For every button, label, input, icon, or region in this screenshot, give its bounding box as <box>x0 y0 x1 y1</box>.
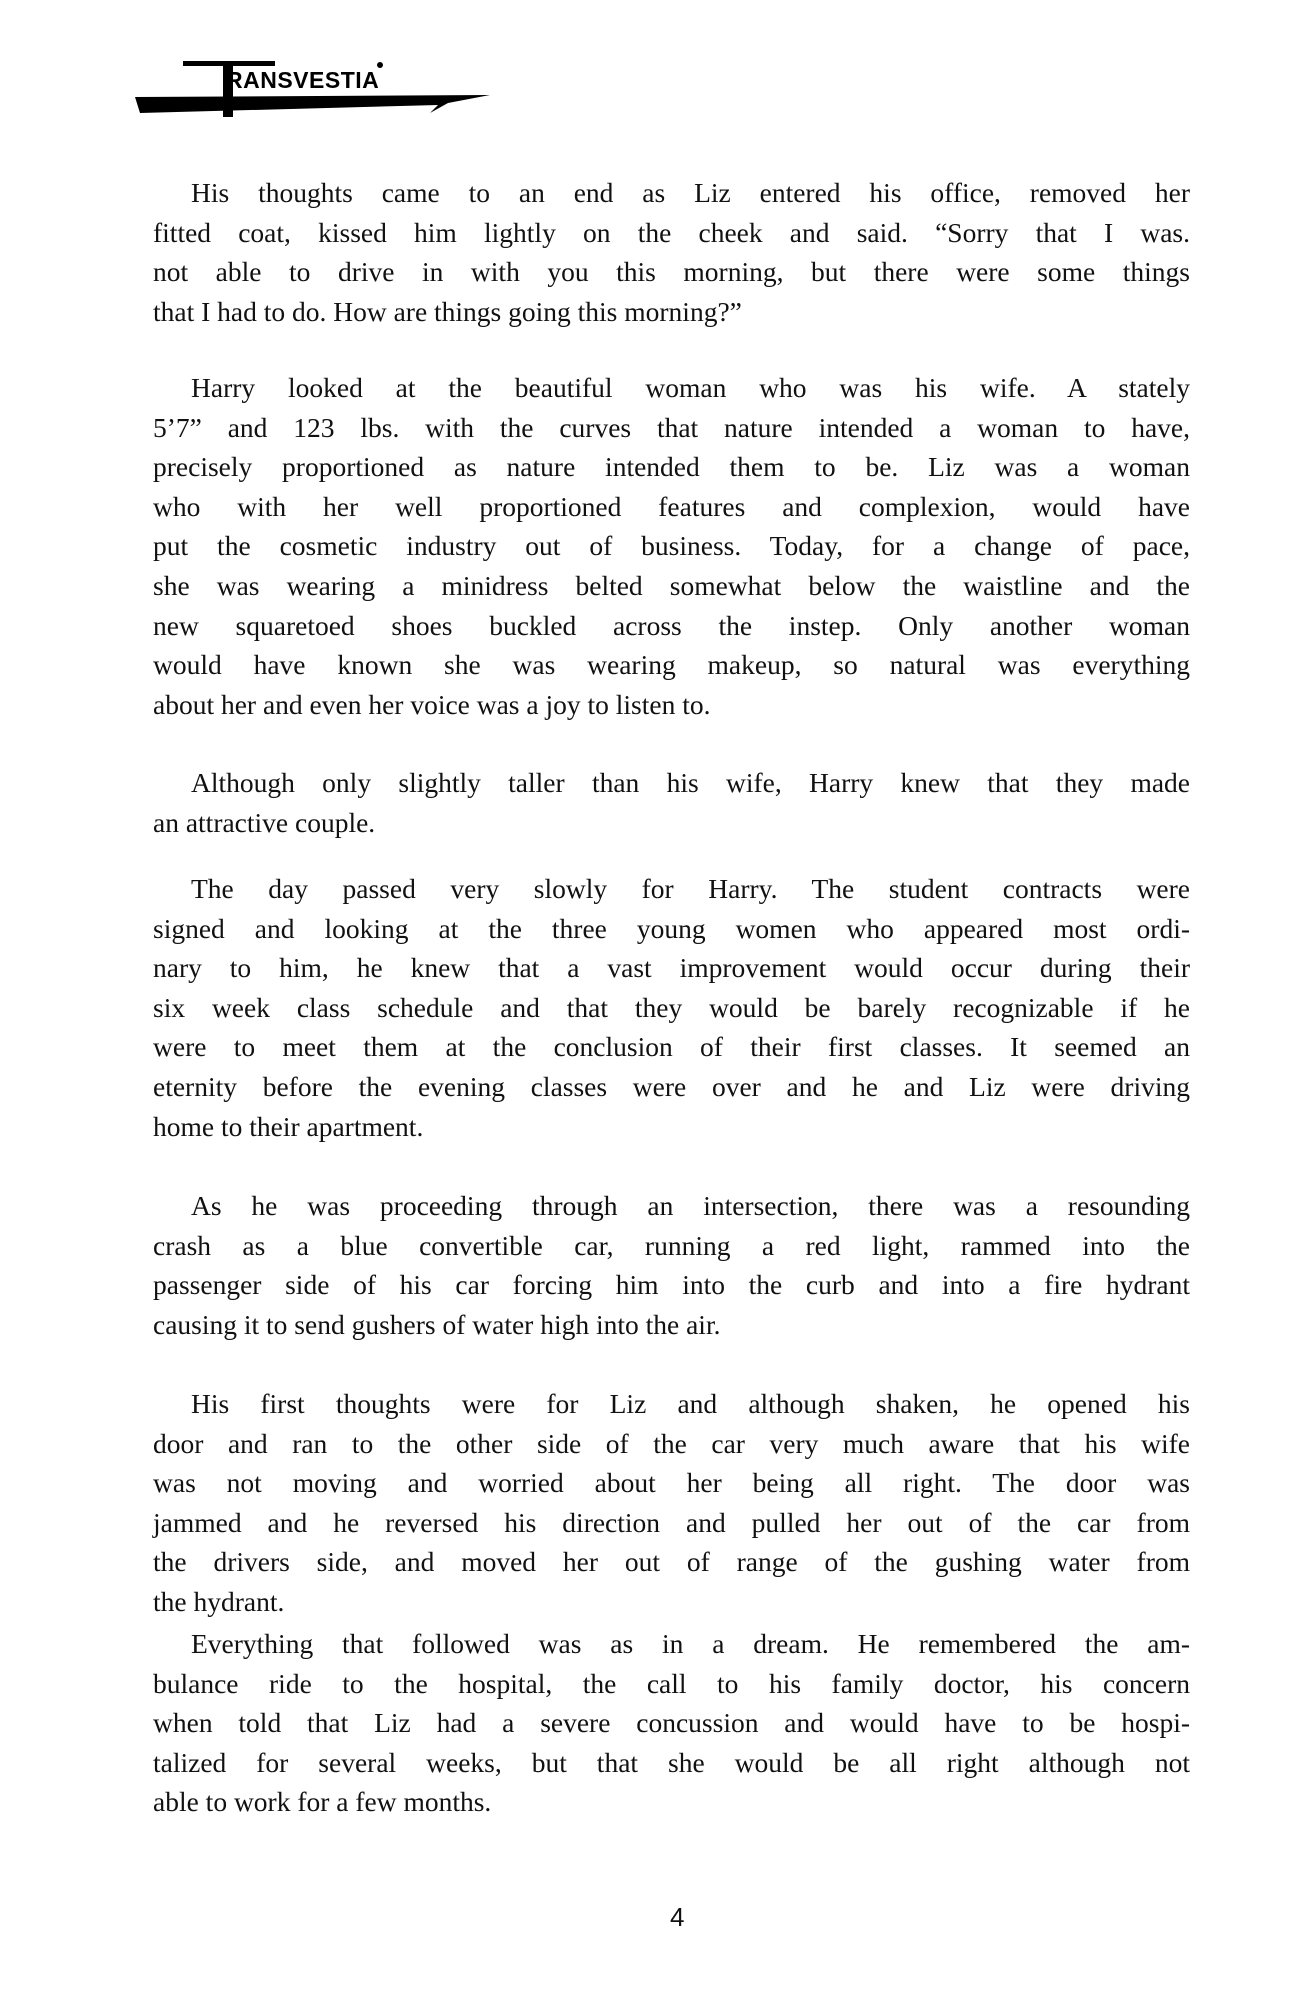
text-line: put the cosmetic industry out of business. Today, for a change of pace, <box>153 530 1190 562</box>
text-line: talized for several weeks, but that she would be all right although not <box>153 1746 1190 1778</box>
text-line: not able to drive in with you this morning, but there were some things <box>153 256 1190 288</box>
text-line: when told that Liz had a severe concussion and would have to be hospi- <box>153 1707 1190 1739</box>
text-line: door and ran to the other side of the car very much aware that his wife <box>153 1427 1190 1459</box>
text-line: able to work for a few months. <box>153 1786 492 1818</box>
text-line: precisely proportioned as nature intended them to be. Liz was a woman <box>153 451 1190 483</box>
text-line: nary to him, he knew that a vast improvement would occur during their <box>153 952 1190 984</box>
paragraph <box>153 869 1190 1146</box>
text-line: that I had to do. How are things going this morning?” <box>153 295 742 327</box>
paragraph <box>153 368 1190 724</box>
text-line: jammed and he reversed his direction and pulled her out of the car from <box>153 1506 1190 1538</box>
text-line: crash as a blue convertible car, running a red light, rammed into the <box>153 1229 1190 1261</box>
text-line: eternity before the evening classes were over and he and Liz were driving <box>153 1070 1190 1102</box>
text-line: the hydrant. <box>153 1585 285 1617</box>
text-line: 5’7” and 123 lbs. with the curves that nature intended a woman to have, <box>153 411 1190 443</box>
text-line: would have known she was wearing makeup, so natural was everything <box>153 649 1190 681</box>
text-line: Everything that followed was as in a dream. He remembered the am- <box>191 1628 1190 1659</box>
text-line: His thoughts came to an end as Liz entered his office, removed her <box>191 177 1190 208</box>
text-line: home to their apartment. <box>153 1110 424 1142</box>
page-number: 4 <box>670 1902 685 1932</box>
text-line: passenger side of his car forcing him into the curb and into a fire hydrant <box>153 1269 1190 1301</box>
text-line: As he was proceeding through an intersection, there was a resounding <box>191 1190 1190 1221</box>
paragraph <box>153 1384 1190 1622</box>
text-line: she was wearing a minidress belted somewhat below the waistline and the <box>153 569 1190 601</box>
paragraph <box>153 1186 1190 1344</box>
transvestia-logo <box>130 55 510 125</box>
text-line: were to meet them at the conclusion of their first classes. It seemed an <box>153 1031 1190 1063</box>
text-line: causing it to send gushers of water high into the air. <box>153 1308 721 1340</box>
text-line: signed and looking at the three young women who appeared most ordi- <box>153 912 1190 944</box>
text-line: His first thoughts were for Liz and although shaken, he opened his <box>191 1388 1190 1419</box>
text-line: an attractive couple. <box>153 806 376 838</box>
text-line: Harry looked at the beautiful woman who was his wife. A stately <box>191 372 1190 403</box>
text-line: the drivers side, and moved her out of range of the gushing water from <box>153 1546 1190 1578</box>
text-line: who with her well proportioned features and complexion, would have <box>153 490 1190 522</box>
text-line: about her and even her voice was a joy to listen to. <box>153 688 711 720</box>
paragraph <box>153 763 1190 842</box>
text-line: was not moving and worried about her being all right. The door was <box>153 1467 1190 1499</box>
logo-text: RANSVESTIA <box>226 67 380 93</box>
paragraph <box>153 173 1190 331</box>
text-line: fitted coat, kissed him lightly on the cheek and said. “Sorry that I was. <box>153 216 1190 248</box>
text-line: The day passed very slowly for Harry. The student contracts were <box>191 873 1190 904</box>
text-line: six week class schedule and that they would be barely recognizable if he <box>153 991 1190 1023</box>
text-line: Although only slightly taller than his wife, Harry knew that they made <box>191 767 1190 798</box>
text-line: new squaretoed shoes buckled across the instep. Only another woman <box>153 609 1190 641</box>
text-line: bulance ride to the hospital, the call to his family doctor, his concern <box>153 1667 1190 1699</box>
paragraph <box>153 1624 1190 1822</box>
